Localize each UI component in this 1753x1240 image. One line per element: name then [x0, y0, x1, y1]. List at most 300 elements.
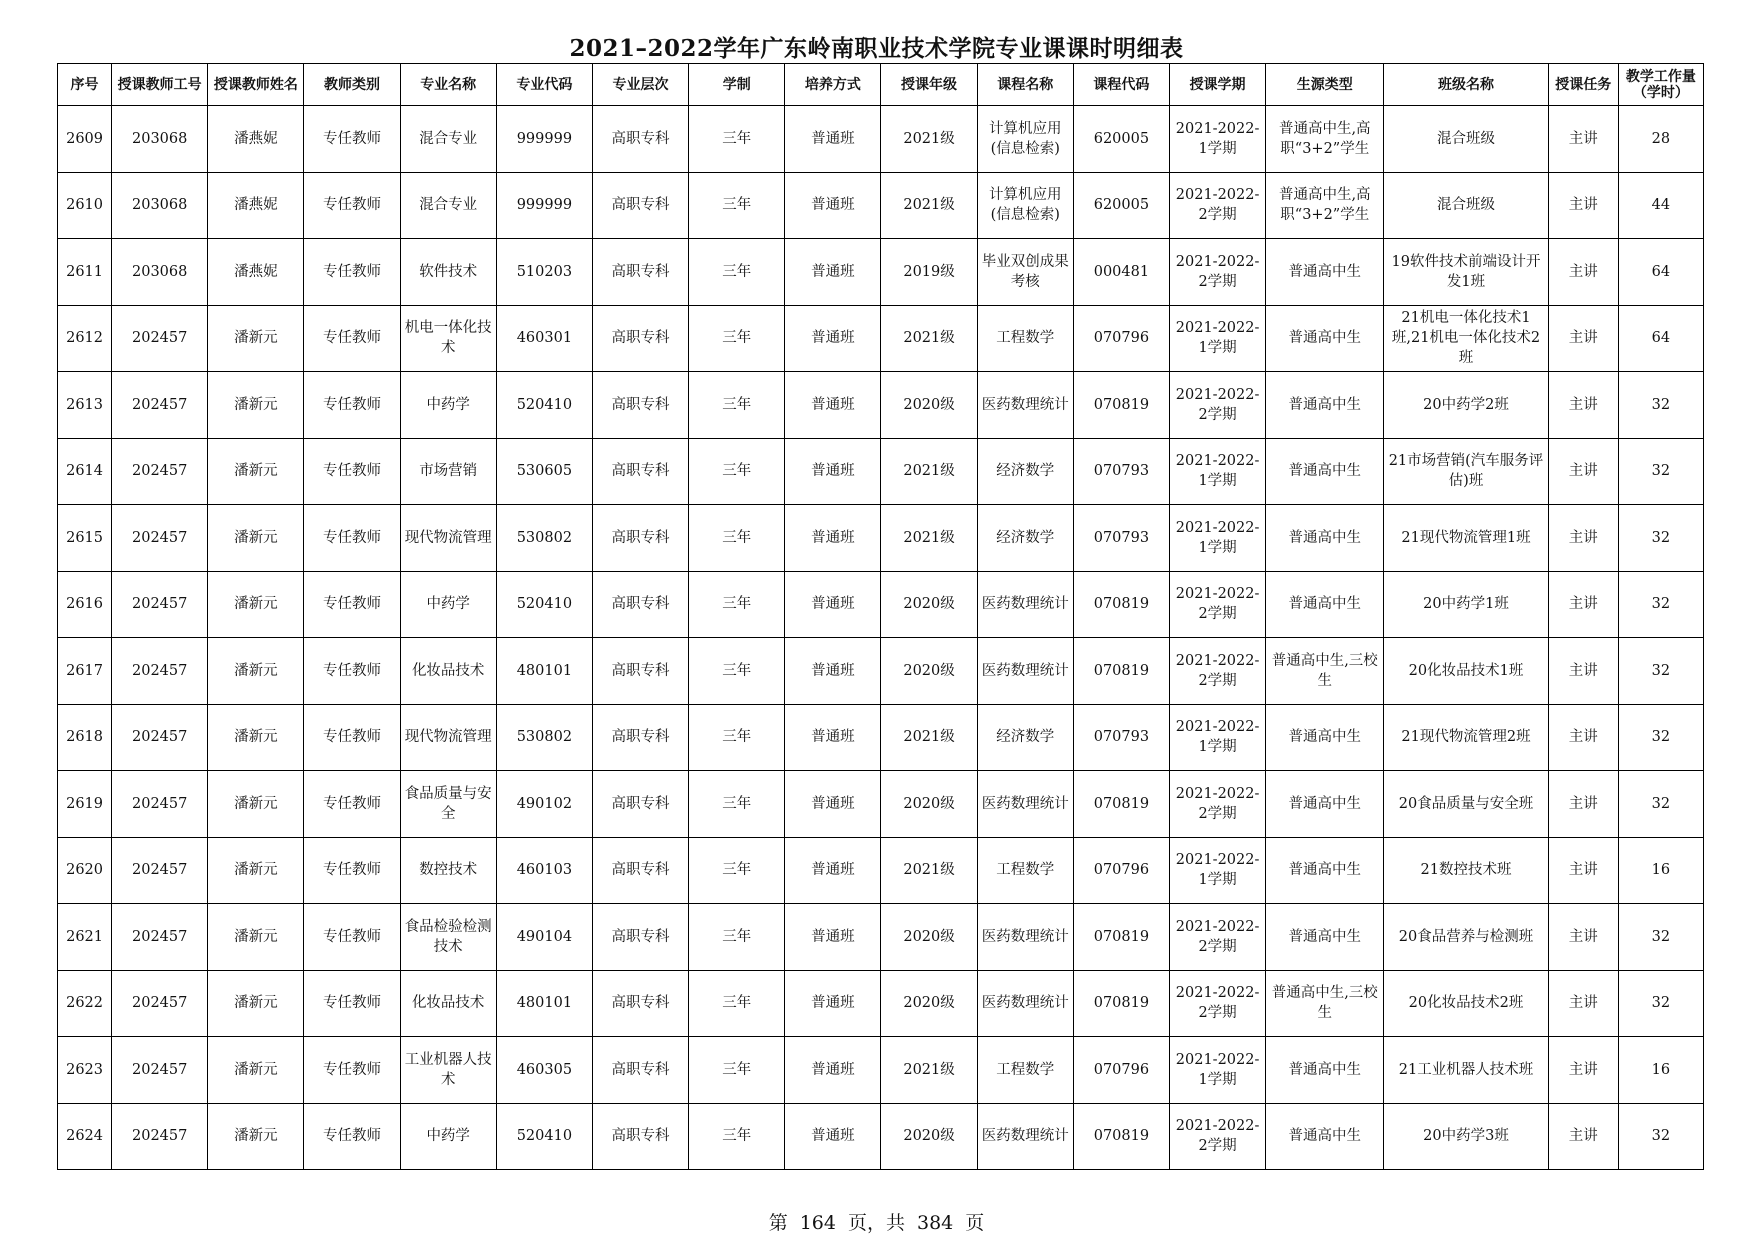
cell-class-name: 混合班级 — [1384, 172, 1548, 239]
cell-major-code: 520410 — [496, 372, 592, 439]
cell-student-source: 普通高中生 — [1266, 1103, 1384, 1170]
header-grade: 授课年级 — [881, 64, 977, 106]
cell-major-code: 520410 — [496, 1103, 592, 1170]
cell-course-name: 计算机应用(信息检索) — [977, 172, 1073, 239]
cell-student-source: 普通高中生,高职“3+2”学生 — [1266, 106, 1384, 173]
cell-course-code: 070819 — [1073, 970, 1169, 1037]
cell-task: 主讲 — [1548, 904, 1618, 971]
cell-task: 主讲 — [1548, 837, 1618, 904]
table-row — [58, 837, 1704, 904]
header-workload: 教学工作量（学时） — [1618, 64, 1703, 106]
cell-student-source: 普通高中生 — [1266, 505, 1384, 572]
cell-major-code: 460305 — [496, 1037, 592, 1104]
cell-semester: 2021-2022-1学期 — [1169, 438, 1265, 505]
cell-grade: 2021级 — [881, 172, 977, 239]
cell-teacher-type: 专任教师 — [304, 970, 400, 1037]
cell-seq: 2613 — [58, 372, 112, 439]
cell-major-level: 高职专科 — [592, 505, 688, 572]
cell-semester: 2021-2022-1学期 — [1169, 1037, 1265, 1104]
cell-training-mode: 普通班 — [785, 970, 881, 1037]
cell-task: 主讲 — [1548, 505, 1618, 572]
cell-class-name: 21现代物流管理1班 — [1384, 505, 1548, 572]
cell-major-name: 中药学 — [400, 372, 496, 439]
cell-major-level: 高职专科 — [592, 571, 688, 638]
cell-teacher-id: 202457 — [112, 904, 208, 971]
cell-class-name: 21工业机器人技术班 — [1384, 1037, 1548, 1104]
cell-grade: 2021级 — [881, 438, 977, 505]
cell-class-name: 20食品质量与安全班 — [1384, 771, 1548, 838]
current-page-number: 164 — [799, 1212, 836, 1234]
table-row — [58, 372, 1704, 439]
cell-semester: 2021-2022-1学期 — [1169, 305, 1265, 372]
cell-teacher-name: 潘新元 — [208, 1037, 304, 1104]
cell-class-name: 20化妆品技术2班 — [1384, 970, 1548, 1037]
cell-class-name: 19软件技术前端设计开发1班 — [1384, 239, 1548, 306]
cell-major-name: 食品质量与安全 — [400, 771, 496, 838]
cell-teacher-name: 潘新元 — [208, 1103, 304, 1170]
cell-teacher-id: 202457 — [112, 638, 208, 705]
table-row — [58, 505, 1704, 572]
table-body — [58, 106, 1704, 1170]
cell-major-code: 530802 — [496, 505, 592, 572]
total-page-count: 384 — [917, 1212, 954, 1234]
cell-class-name: 20中药学1班 — [1384, 571, 1548, 638]
cell-grade: 2019级 — [881, 239, 977, 306]
cell-course-name: 医药数理统计 — [977, 970, 1073, 1037]
cell-duration: 三年 — [689, 571, 785, 638]
cell-duration: 三年 — [689, 106, 785, 173]
cell-major-code: 490104 — [496, 904, 592, 971]
cell-major-level: 高职专科 — [592, 638, 688, 705]
cell-training-mode: 普通班 — [785, 172, 881, 239]
cell-teacher-id: 202457 — [112, 571, 208, 638]
page-footer — [0, 1208, 1753, 1235]
cell-course-name: 经济数学 — [977, 704, 1073, 771]
cell-teacher-name: 潘新元 — [208, 305, 304, 372]
cell-task: 主讲 — [1548, 638, 1618, 705]
cell-teacher-type: 专任教师 — [304, 1103, 400, 1170]
cell-major-code: 530605 — [496, 438, 592, 505]
cell-course-code: 070793 — [1073, 505, 1169, 572]
cell-teacher-id: 202457 — [112, 505, 208, 572]
header-row — [58, 64, 1704, 106]
cell-teacher-name: 潘新元 — [208, 771, 304, 838]
cell-major-name: 现代物流管理 — [400, 505, 496, 572]
cell-training-mode: 普通班 — [785, 1037, 881, 1104]
cell-teacher-id: 202457 — [112, 704, 208, 771]
cell-training-mode: 普通班 — [785, 904, 881, 971]
cell-class-name: 21现代物流管理2班 — [1384, 704, 1548, 771]
table-row — [58, 106, 1704, 173]
header-training-mode: 培养方式 — [785, 64, 881, 106]
cell-semester: 2021-2022-2学期 — [1169, 239, 1265, 306]
cell-workload: 32 — [1618, 771, 1703, 838]
table-row — [58, 1037, 1704, 1104]
cell-duration: 三年 — [689, 1103, 785, 1170]
cell-teacher-type: 专任教师 — [304, 172, 400, 239]
page-title: 2021–2022学年广东岭南职业技术学院专业课课时明细表 — [569, 35, 1184, 62]
cell-course-name: 经济数学 — [977, 438, 1073, 505]
cell-major-level: 高职专科 — [592, 372, 688, 439]
cell-seq: 2609 — [58, 106, 112, 173]
cell-class-name: 20中药学2班 — [1384, 372, 1548, 439]
cell-major-name: 化妆品技术 — [400, 970, 496, 1037]
cell-seq: 2619 — [58, 771, 112, 838]
cell-major-name: 化妆品技术 — [400, 638, 496, 705]
header-major-level: 专业层次 — [592, 64, 688, 106]
cell-semester: 2021-2022-1学期 — [1169, 704, 1265, 771]
cell-grade: 2020级 — [881, 904, 977, 971]
cell-class-name: 21数控技术班 — [1384, 837, 1548, 904]
cell-task: 主讲 — [1548, 372, 1618, 439]
cell-seq: 2615 — [58, 505, 112, 572]
cell-student-source: 普通高中生 — [1266, 438, 1384, 505]
cell-student-source: 普通高中生,三校生 — [1266, 970, 1384, 1037]
cell-training-mode: 普通班 — [785, 704, 881, 771]
cell-seq: 2614 — [58, 438, 112, 505]
cell-duration: 三年 — [689, 305, 785, 372]
cell-major-level: 高职专科 — [592, 771, 688, 838]
cell-major-name: 软件技术 — [400, 239, 496, 306]
cell-course-code: 070819 — [1073, 904, 1169, 971]
cell-seq: 2620 — [58, 837, 112, 904]
cell-training-mode: 普通班 — [785, 771, 881, 838]
cell-duration: 三年 — [689, 505, 785, 572]
cell-course-code: 620005 — [1073, 172, 1169, 239]
cell-teacher-name: 潘新元 — [208, 571, 304, 638]
cell-teacher-type: 专任教师 — [304, 239, 400, 306]
cell-teacher-type: 专任教师 — [304, 372, 400, 439]
cell-major-name: 现代物流管理 — [400, 704, 496, 771]
cell-teacher-id: 202457 — [112, 837, 208, 904]
cell-major-level: 高职专科 — [592, 239, 688, 306]
table-row — [58, 771, 1704, 838]
cell-student-source: 普通高中生 — [1266, 904, 1384, 971]
cell-seq: 2624 — [58, 1103, 112, 1170]
cell-course-code: 070819 — [1073, 1103, 1169, 1170]
cell-course-code: 070793 — [1073, 704, 1169, 771]
cell-major-code: 530802 — [496, 704, 592, 771]
header-course-name: 课程名称 — [977, 64, 1073, 106]
cell-teacher-type: 专任教师 — [304, 638, 400, 705]
cell-student-source: 普通高中生 — [1266, 239, 1384, 306]
cell-major-name: 机电一体化技术 — [400, 305, 496, 372]
cell-grade: 2020级 — [881, 970, 977, 1037]
cell-course-code: 620005 — [1073, 106, 1169, 173]
cell-teacher-type: 专任教师 — [304, 771, 400, 838]
cell-semester: 2021-2022-2学期 — [1169, 571, 1265, 638]
cell-major-level: 高职专科 — [592, 704, 688, 771]
header-task: 授课任务 — [1548, 64, 1618, 106]
cell-major-level: 高职专科 — [592, 305, 688, 372]
cell-course-name: 医药数理统计 — [977, 571, 1073, 638]
cell-grade: 2021级 — [881, 1037, 977, 1104]
cell-grade: 2020级 — [881, 638, 977, 705]
cell-workload: 32 — [1618, 505, 1703, 572]
cell-course-code: 070819 — [1073, 372, 1169, 439]
cell-class-name: 20中药学3班 — [1384, 1103, 1548, 1170]
cell-major-code: 480101 — [496, 970, 592, 1037]
cell-course-code: 070793 — [1073, 438, 1169, 505]
table-row — [58, 239, 1704, 306]
cell-task: 主讲 — [1548, 571, 1618, 638]
cell-seq: 2617 — [58, 638, 112, 705]
cell-grade: 2020级 — [881, 372, 977, 439]
cell-major-level: 高职专科 — [592, 106, 688, 173]
cell-teacher-name: 潘新元 — [208, 372, 304, 439]
cell-workload: 44 — [1618, 172, 1703, 239]
table-row — [58, 172, 1704, 239]
cell-workload: 16 — [1618, 837, 1703, 904]
cell-teacher-id: 202457 — [112, 305, 208, 372]
cell-course-code: 070796 — [1073, 1037, 1169, 1104]
cell-workload: 64 — [1618, 305, 1703, 372]
cell-training-mode: 普通班 — [785, 305, 881, 372]
cell-course-name: 毕业双创成果考核 — [977, 239, 1073, 306]
cell-course-code: 070819 — [1073, 771, 1169, 838]
cell-task: 主讲 — [1548, 970, 1618, 1037]
cell-teacher-name: 潘新元 — [208, 704, 304, 771]
cell-major-name: 混合专业 — [400, 172, 496, 239]
cell-training-mode: 普通班 — [785, 1103, 881, 1170]
cell-workload: 32 — [1618, 1103, 1703, 1170]
cell-grade: 2020级 — [881, 771, 977, 838]
cell-student-source: 普通高中生 — [1266, 837, 1384, 904]
cell-teacher-type: 专任教师 — [304, 438, 400, 505]
table-row — [58, 438, 1704, 505]
cell-teacher-type: 专任教师 — [304, 571, 400, 638]
cell-workload: 32 — [1618, 904, 1703, 971]
cell-semester: 2021-2022-2学期 — [1169, 372, 1265, 439]
cell-duration: 三年 — [689, 372, 785, 439]
cell-course-name: 工程数学 — [977, 1037, 1073, 1104]
header-class-name: 班级名称 — [1384, 64, 1548, 106]
cell-duration: 三年 — [689, 904, 785, 971]
cell-student-source: 普通高中生,高职“3+2”学生 — [1266, 172, 1384, 239]
cell-duration: 三年 — [689, 837, 785, 904]
cell-teacher-name: 潘新元 — [208, 505, 304, 572]
cell-semester: 2021-2022-1学期 — [1169, 837, 1265, 904]
cell-class-name: 21市场营销(汽车服务评估)班 — [1384, 438, 1548, 505]
cell-course-name: 医药数理统计 — [977, 372, 1073, 439]
cell-teacher-id: 202457 — [112, 771, 208, 838]
cell-course-code: 070796 — [1073, 837, 1169, 904]
cell-teacher-name: 潘新元 — [208, 904, 304, 971]
cell-semester: 2021-2022-2学期 — [1169, 904, 1265, 971]
cell-major-level: 高职专科 — [592, 438, 688, 505]
cell-task: 主讲 — [1548, 172, 1618, 239]
cell-seq: 2611 — [58, 239, 112, 306]
cell-course-name: 医药数理统计 — [977, 638, 1073, 705]
cell-course-name: 计算机应用(信息检索) — [977, 106, 1073, 173]
cell-teacher-id: 202457 — [112, 438, 208, 505]
cell-task: 主讲 — [1548, 1037, 1618, 1104]
cell-grade: 2020级 — [881, 571, 977, 638]
cell-training-mode: 普通班 — [785, 837, 881, 904]
cell-major-level: 高职专科 — [592, 1037, 688, 1104]
cell-duration: 三年 — [689, 704, 785, 771]
header-seq: 序号 — [58, 64, 112, 106]
cell-semester: 2021-2022-2学期 — [1169, 771, 1265, 838]
cell-grade: 2020级 — [881, 1103, 977, 1170]
cell-student-source: 普通高中生 — [1266, 771, 1384, 838]
cell-major-code: 520410 — [496, 571, 592, 638]
cell-teacher-id: 202457 — [112, 1103, 208, 1170]
cell-teacher-type: 专任教师 — [304, 305, 400, 372]
cell-teacher-name: 潘新元 — [208, 837, 304, 904]
cell-seq: 2616 — [58, 571, 112, 638]
cell-major-level: 高职专科 — [592, 1103, 688, 1170]
cell-duration: 三年 — [689, 239, 785, 306]
cell-major-code: 460301 — [496, 305, 592, 372]
cell-major-code: 490102 — [496, 771, 592, 838]
cell-teacher-type: 专任教师 — [304, 106, 400, 173]
table-row — [58, 1103, 1704, 1170]
cell-duration: 三年 — [689, 1037, 785, 1104]
cell-student-source: 普通高中生 — [1266, 372, 1384, 439]
cell-training-mode: 普通班 — [785, 372, 881, 439]
cell-semester: 2021-2022-2学期 — [1169, 172, 1265, 239]
cell-course-name: 工程数学 — [977, 837, 1073, 904]
cell-task: 主讲 — [1548, 771, 1618, 838]
footer-suffix: 页 — [965, 1212, 985, 1234]
cell-major-name: 数控技术 — [400, 837, 496, 904]
cell-semester: 2021-2022-2学期 — [1169, 1103, 1265, 1170]
cell-task: 主讲 — [1548, 438, 1618, 505]
cell-major-name: 中药学 — [400, 571, 496, 638]
cell-seq: 2618 — [58, 704, 112, 771]
cell-course-code: 070796 — [1073, 305, 1169, 372]
cell-duration: 三年 — [689, 438, 785, 505]
cell-teacher-name: 潘燕妮 — [208, 172, 304, 239]
cell-grade: 2021级 — [881, 704, 977, 771]
cell-teacher-type: 专任教师 — [304, 837, 400, 904]
header-duration: 学制 — [689, 64, 785, 106]
cell-teacher-id: 202457 — [112, 1037, 208, 1104]
cell-semester: 2021-2022-2学期 — [1169, 970, 1265, 1037]
cell-teacher-type: 专任教师 — [304, 904, 400, 971]
cell-workload: 28 — [1618, 106, 1703, 173]
cell-duration: 三年 — [689, 638, 785, 705]
cell-duration: 三年 — [689, 970, 785, 1037]
cell-teacher-id: 203068 — [112, 172, 208, 239]
cell-training-mode: 普通班 — [785, 505, 881, 572]
cell-major-name: 食品检验检测技术 — [400, 904, 496, 971]
header-student-source: 生源类型 — [1266, 64, 1384, 106]
cell-course-name: 经济数学 — [977, 505, 1073, 572]
cell-duration: 三年 — [689, 771, 785, 838]
header-course-code: 课程代码 — [1073, 64, 1169, 106]
cell-course-name: 医药数理统计 — [977, 904, 1073, 971]
cell-workload: 64 — [1618, 239, 1703, 306]
cell-course-code: 070819 — [1073, 638, 1169, 705]
header-teacher-type: 教师类别 — [304, 64, 400, 106]
table-row — [58, 904, 1704, 971]
cell-course-code: 070819 — [1073, 571, 1169, 638]
cell-teacher-id: 203068 — [112, 106, 208, 173]
cell-workload: 32 — [1618, 571, 1703, 638]
cell-course-name: 工程数学 — [977, 305, 1073, 372]
cell-teacher-type: 专任教师 — [304, 505, 400, 572]
cell-major-name: 中药学 — [400, 1103, 496, 1170]
cell-major-name: 工业机器人技术 — [400, 1037, 496, 1104]
cell-major-level: 高职专科 — [592, 837, 688, 904]
cell-seq: 2622 — [58, 970, 112, 1037]
cell-seq: 2621 — [58, 904, 112, 971]
cell-teacher-name: 潘新元 — [208, 638, 304, 705]
cell-grade: 2021级 — [881, 837, 977, 904]
cell-class-name: 混合班级 — [1384, 106, 1548, 173]
cell-student-source: 普通高中生 — [1266, 305, 1384, 372]
cell-training-mode: 普通班 — [785, 571, 881, 638]
cell-teacher-id: 202457 — [112, 970, 208, 1037]
table-row — [58, 638, 1704, 705]
cell-workload: 32 — [1618, 970, 1703, 1037]
cell-major-name: 混合专业 — [400, 106, 496, 173]
cell-teacher-type: 专任教师 — [304, 704, 400, 771]
cell-major-level: 高职专科 — [592, 172, 688, 239]
cell-seq: 2623 — [58, 1037, 112, 1104]
cell-workload: 32 — [1618, 438, 1703, 505]
cell-duration: 三年 — [689, 172, 785, 239]
cell-task: 主讲 — [1548, 1103, 1618, 1170]
cell-workload: 32 — [1618, 704, 1703, 771]
cell-student-source: 普通高中生 — [1266, 571, 1384, 638]
cell-teacher-id: 202457 — [112, 372, 208, 439]
cell-grade: 2021级 — [881, 305, 977, 372]
cell-class-name: 20化妆品技术1班 — [1384, 638, 1548, 705]
cell-major-code: 999999 — [496, 106, 592, 173]
cell-course-name: 医药数理统计 — [977, 1103, 1073, 1170]
cell-grade: 2021级 — [881, 106, 977, 173]
cell-class-name: 20食品营养与检测班 — [1384, 904, 1548, 971]
cell-student-source: 普通高中生 — [1266, 704, 1384, 771]
cell-major-level: 高职专科 — [592, 970, 688, 1037]
cell-task: 主讲 — [1548, 106, 1618, 173]
cell-training-mode: 普通班 — [785, 638, 881, 705]
cell-training-mode: 普通班 — [785, 239, 881, 306]
table-row — [58, 571, 1704, 638]
footer-prefix: 第 — [768, 1212, 788, 1234]
cell-teacher-id: 203068 — [112, 239, 208, 306]
cell-course-code: 000481 — [1073, 239, 1169, 306]
cell-workload: 32 — [1618, 372, 1703, 439]
cell-teacher-name: 潘燕妮 — [208, 106, 304, 173]
cell-semester: 2021-2022-2学期 — [1169, 638, 1265, 705]
table-row — [58, 305, 1704, 372]
cell-major-code: 480101 — [496, 638, 592, 705]
cell-task: 主讲 — [1548, 704, 1618, 771]
cell-teacher-name: 潘新元 — [208, 970, 304, 1037]
cell-teacher-name: 潘燕妮 — [208, 239, 304, 306]
cell-workload: 32 — [1618, 638, 1703, 705]
course-hours-table — [57, 63, 1704, 1170]
header-teacher-id: 授课教师工号 — [112, 64, 208, 106]
header-major-code: 专业代码 — [496, 64, 592, 106]
header-semester: 授课学期 — [1169, 64, 1265, 106]
cell-major-code: 510203 — [496, 239, 592, 306]
cell-semester: 2021-2022-1学期 — [1169, 106, 1265, 173]
cell-seq: 2612 — [58, 305, 112, 372]
cell-major-code: 460103 — [496, 837, 592, 904]
cell-major-code: 999999 — [496, 172, 592, 239]
cell-grade: 2021级 — [881, 505, 977, 572]
cell-teacher-type: 专任教师 — [304, 1037, 400, 1104]
table-row — [58, 704, 1704, 771]
cell-major-level: 高职专科 — [592, 904, 688, 971]
cell-student-source: 普通高中生,三校生 — [1266, 638, 1384, 705]
cell-training-mode: 普通班 — [785, 438, 881, 505]
